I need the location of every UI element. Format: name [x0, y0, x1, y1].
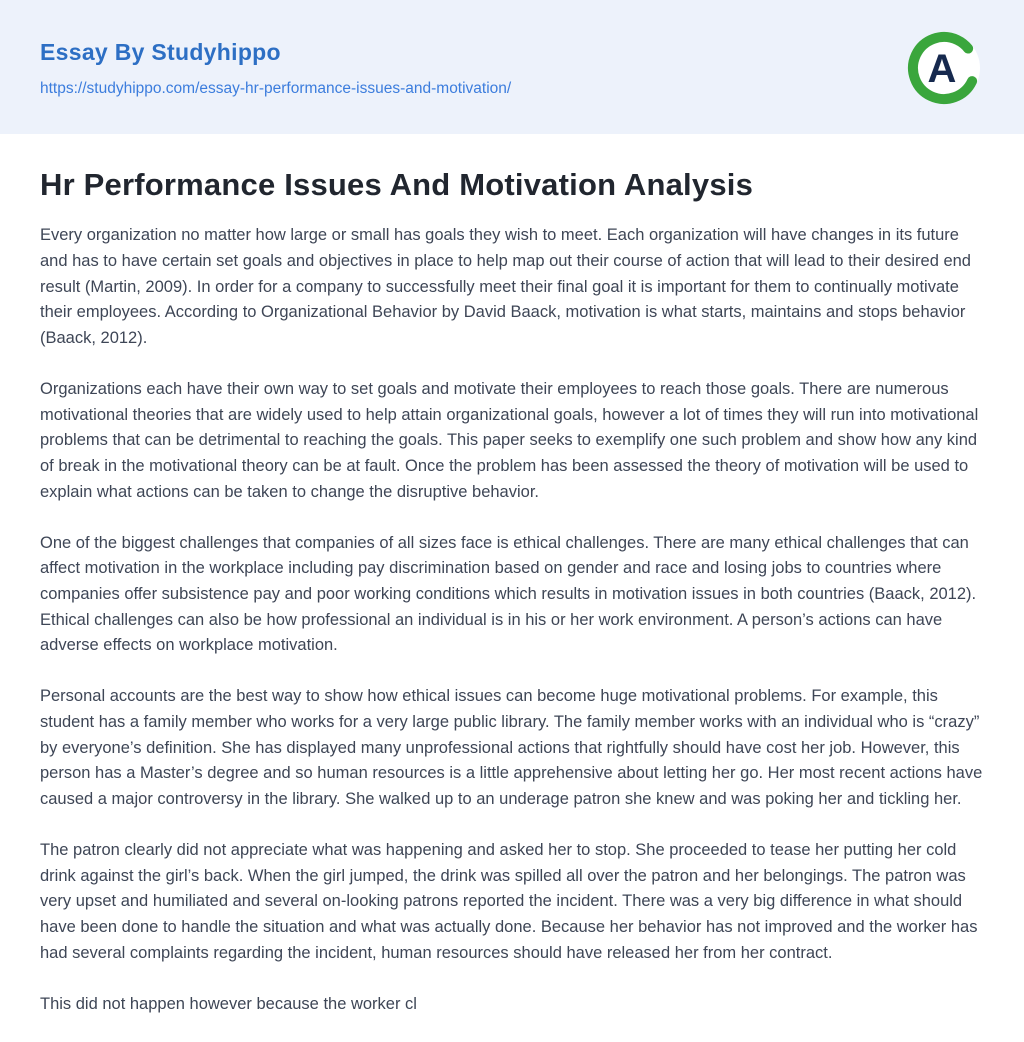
article-paragraph: One of the biggest challenges that companies of all sizes face is ethical challenges. There are many ethical challenges that can affect motivation in the workplace including pay discrimination based on gender and race and losing jobs to countries where companies offer subsistence pay and poor working conditions which results in motivation issues in both countries (Baack, 2012). Ethical challenges can also be how professional an individual is in his or her work environment. A person’s actions can have adverse effects on workplace motivation.	[40, 533, 977, 655]
article-paragraph: Personal accounts are the best way to show how ethical issues can become huge motivational problems. For example, this student has a family member who works for a very large public library. The family member works with an individual who is “crazy” by everyone’s definition. She has displayed many unprofessional actions that rightfully should have cost her job. However, this person has a Master’s degree and so human resources is a little apprehensive about letting her go. Her most recent actions have caused a major controversy in the library. She walked up to an underage patron she knew and was poking her and tickling her.	[40, 687, 983, 809]
logo-ring-icon	[906, 30, 982, 106]
article-url-link[interactable]: https://studyhippo.com/essay-hr-performance-issues-and-motivation/	[40, 79, 512, 97]
site-title: Essay By Studyhippo	[40, 38, 281, 65]
studyhippo-logo-icon	[906, 30, 982, 106]
article-body	[40, 223, 984, 1017]
article-paragraph: Organizations each have their own way to set goals and motivate their employees to reach those goals. There are numerous motivational theories that are widely used to help attain organizational goals, however a lot of times they will run into motivational problems that can be detrimental to reaching the goals. This paper seeks to exemplify one such problem and show how any kind of break in the motivational theory can be at fault. Once the problem has been assessed the theory of motivation will be used to explain what actions can be taken to change the disruptive behavior.	[40, 379, 979, 501]
article-title: Hr Performance Issues And Motivation Analysis	[40, 167, 754, 202]
header-text-block	[40, 39, 511, 98]
article-paragraph: Every organization no matter how large or small has goals they wish to meet. Each organization will have changes in its future and has to have certain set goals and objectives in place to help map out their course of action that will lead to their desired end result (Martin, 2009). In order for a company to successfully meet their final goal it is important for them to continually motivate their employees. According to Organizational Behavior by David Baack, motivation is what starts, maintains and stops behavior (Baack, 2012).	[40, 226, 971, 348]
page-header	[0, 0, 1024, 134]
logo-letter: A	[927, 47, 957, 91]
article-paragraph: This did not happen however because the worker cl	[40, 994, 417, 1013]
article-main	[0, 166, 1024, 1017]
article-paragraph: The patron clearly did not appreciate what was happening and asked her to stop. She proceeded to tease her putting her cold drink against the girl’s back. When the girl jumped, the drink was spilled all over the patron and her belongings. The patron was very upset and humiliated and several on-looking patrons reported the incident. There was a very big difference in what should have been done to handle the situation and what was actually done. Because her behavior has not improved and the worker has had several complaints regarding the incident, human resources should have released her from her contract.	[40, 840, 978, 962]
